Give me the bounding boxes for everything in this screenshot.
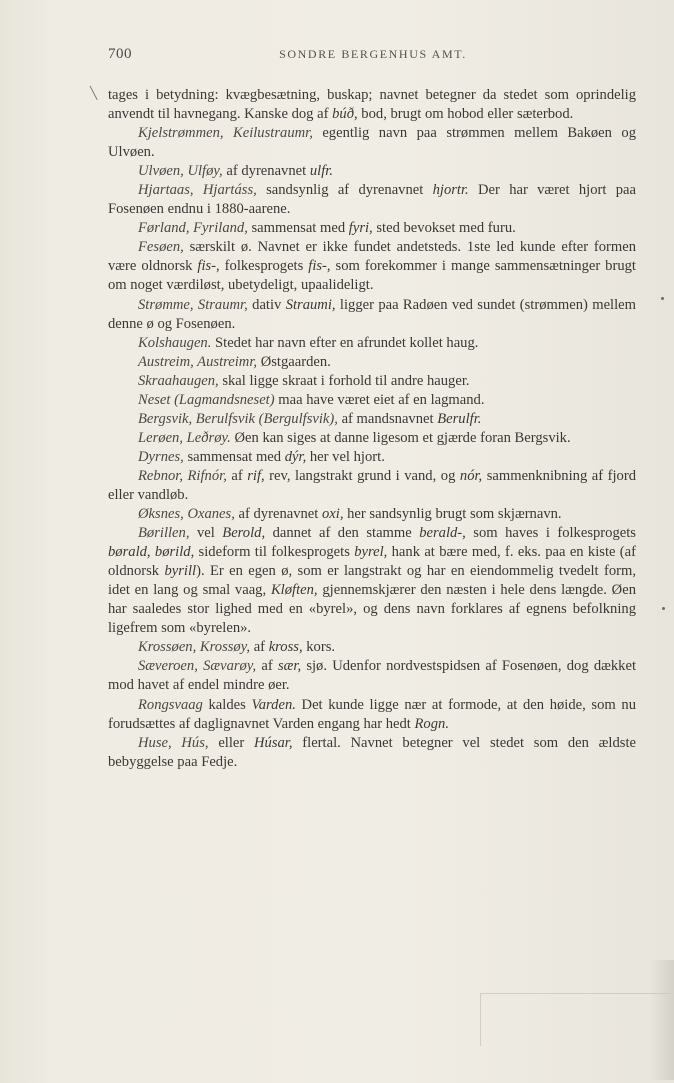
paragraph-text: Der har været hjort paa Fosenøen endnu i 1880-aarene. <box>108 182 636 218</box>
italic-term: ulfr. <box>309 163 333 180</box>
paragraph-text: kaldes <box>202 696 252 713</box>
italic-term: Kløften, <box>270 582 318 599</box>
paragraph <box>108 657 636 695</box>
paragraph <box>108 162 636 181</box>
place-name: Børillen, <box>138 525 190 542</box>
page-header <box>108 46 638 68</box>
paragraph <box>108 334 636 353</box>
italic-term: sær, <box>277 658 302 675</box>
paragraph <box>108 467 636 505</box>
italic-term: búð <box>332 106 354 123</box>
paragraph <box>108 524 636 638</box>
paragraph-text: af <box>250 639 269 656</box>
paragraph-text: særskilt ø. Navnet er ikke fundet andetsteds. 1ste led kunde efter formen være oldnorsk <box>108 239 636 275</box>
page-number: 700 <box>108 46 132 62</box>
italic-term: byrill <box>164 563 197 580</box>
paragraph-text: af <box>226 467 248 484</box>
paragraph-text: sammensat med <box>183 448 285 465</box>
place-name: Krossøen, Krossøy, <box>138 639 251 656</box>
paragraph-text: sjø. Udenfor nordvestspidsen af Fosenøen, dog dækket mod havet af endel mindre øer. <box>108 658 636 694</box>
paragraph-text: her vel hjort. <box>306 448 385 465</box>
margin-speck <box>662 607 665 610</box>
paragraph-text: sted bevokset med furu. <box>372 220 516 237</box>
paragraph-text: , bod, brugt om hobod eller sæterbod. <box>354 106 574 123</box>
paragraph-text: , som forekommer i mange sammensætninger brugt om noget værdiløst, ubetydeligt, upaalideligt. <box>108 258 636 294</box>
paragraph <box>108 734 636 772</box>
place-name: Rongsvaag <box>138 696 203 713</box>
place-name: Huse, Hús, <box>138 734 209 751</box>
place-name: Neset (Lagmandsneset) <box>138 391 275 408</box>
paragraph <box>108 219 636 238</box>
paragraph <box>108 372 636 391</box>
paragraph-text: Stedet har navn efter en afrundet kollet haug. <box>211 334 479 351</box>
paragraph-text: ligger paa Radøen ved sundet (strømmen) mellem denne ø og Fosenøen. <box>108 296 636 332</box>
paragraph-text: hank at bære med, f. eks. paa en kiste (af oldnorsk <box>108 544 637 580</box>
place-name: Ulvøen, Ulføy, <box>138 163 223 180</box>
place-name: Lerøen, Leðrøy. <box>138 429 231 446</box>
paragraph-text: eller <box>208 734 254 751</box>
paragraph-text: dannet af den stamme <box>265 525 420 542</box>
place-name: Øksnes, Oxanes, <box>138 506 235 523</box>
paragraph <box>108 505 636 524</box>
library-stamp-outline <box>480 993 671 1046</box>
place-name: Rebnor, Rifnór, <box>138 467 227 484</box>
paragraph-text: sideform til folkesprogets <box>194 544 355 561</box>
paragraph <box>108 124 636 162</box>
place-name: Hjartaas, Hjartáss, <box>138 182 257 199</box>
paragraph <box>108 429 636 448</box>
italic-term: Berulfr. <box>437 410 482 427</box>
paragraph-text: Østgaarden. <box>257 353 331 370</box>
paragraph <box>108 410 636 429</box>
paragraph-text: her sandsynlig brugt som skjærnavn. <box>343 506 562 523</box>
italic-term: berald-, <box>419 525 466 542</box>
italic-term: fis- <box>308 258 327 275</box>
place-name: Sæveroen, Sævarøy, <box>138 658 257 675</box>
paragraph <box>108 638 636 657</box>
paragraph-text: som haves i folkesprogets <box>465 525 636 542</box>
paragraph-text: vel <box>189 525 223 542</box>
italic-term: Straumi, <box>285 296 336 313</box>
paragraph-text: af dyrenavnet <box>234 506 322 523</box>
place-name: Strømme, Straumr, <box>138 296 248 313</box>
italic-term: hjortr. <box>432 182 469 199</box>
paragraph-text: Øen kan siges at danne ligesom et gjærde foran Bergsvik. <box>230 429 571 446</box>
italic-term: Rogn. <box>414 715 449 732</box>
paragraph <box>108 181 636 219</box>
paragraph-text: gjennemskjærer den næsten i hele dens længde. Øen har saaledes stor lighed med en «byrel», og dens navn forklares af egnens befolkning ligefrem som «byrelen». <box>108 582 636 637</box>
place-name: Austreim, Austreimr, <box>138 353 258 370</box>
place-name: Førland, Fyriland, <box>138 220 248 237</box>
paragraph-text: skal ligge skraat i forhold til andre hauger. <box>218 372 470 389</box>
paragraph <box>108 696 636 734</box>
paragraph <box>108 448 636 467</box>
italic-term: Varden. <box>251 696 296 713</box>
paragraph <box>108 86 636 124</box>
running-head: SONDRE BERGENHUS AMT. <box>279 47 467 61</box>
paragraph <box>108 391 636 410</box>
margin-mark: ╲ <box>90 86 98 100</box>
italic-term: kross, <box>268 639 303 656</box>
italic-term: fis- <box>197 258 217 275</box>
italic-term: dýr, <box>284 448 307 465</box>
paragraph <box>108 353 636 372</box>
paragraph <box>108 296 636 334</box>
paragraph-text: af mandsnavnet <box>337 410 438 427</box>
place-name: Kjelstrømmen, Keilustraumr, <box>138 125 313 142</box>
italic-term: oxi, <box>322 506 344 523</box>
paragraph-text: , folkesprogets <box>216 258 309 275</box>
paragraph-text: dativ <box>247 296 286 313</box>
place-name: Bergsvik, Berulfsvik (Bergulfsvik), <box>138 410 338 427</box>
page-edge-shadow <box>650 960 674 1080</box>
paragraph-text: egentlig navn paa strømmen mellem Bakøen og Ulvøen. <box>108 125 636 161</box>
italic-term: Húsar, <box>254 734 293 751</box>
italic-term: nór, <box>459 467 483 484</box>
paragraph-text: maa have været eiet af en lagmand. <box>274 391 485 408</box>
paragraph-text: sammensat med <box>247 220 349 237</box>
page-body <box>108 86 636 772</box>
paragraph-text: af dyrenavnet <box>222 163 310 180</box>
italic-term: byrel, <box>354 544 388 561</box>
italic-term: børald, børild, <box>108 544 195 561</box>
paragraph-text: Det kunde ligge nær at formode, at den høide, som nu forudsættes af daglignavnet Varden engang har hedt <box>108 696 636 732</box>
margin-speck <box>661 297 664 300</box>
place-name: Fesøen, <box>138 239 184 256</box>
paragraph <box>108 238 636 295</box>
paragraph-text: af <box>256 658 278 675</box>
paragraph-text: kors. <box>302 639 336 656</box>
paragraph-text: rev, langstrakt grund i vand, og <box>264 467 460 484</box>
paragraph-text: tages i betydning: kvægbesætning, buskap; navnet betegner da stedet som oprindelig anvendt til havnegang. Kanske dog af <box>108 87 636 123</box>
place-name: Skraahaugen, <box>138 372 219 389</box>
paragraph-text: ). Er en egen ø, som er langstrakt og har en eiendommelig tvedelt form, idet en lang og smal vaag, <box>108 563 636 599</box>
paragraph-text: sammenknibning af fjord eller vandløb. <box>108 467 636 503</box>
italic-term: fyri, <box>348 220 373 237</box>
place-name: Dyrnes, <box>138 448 184 465</box>
italic-term: rif, <box>247 467 265 484</box>
place-name: Kolshaugen. <box>138 334 212 351</box>
paragraph-text: flertal. Navnet betegner vel stedet som den ældste bebyggelse paa Fedje. <box>108 734 636 770</box>
paragraph-text: sandsynlig af dyrenavnet <box>256 182 433 199</box>
italic-term: Berold, <box>222 525 266 542</box>
